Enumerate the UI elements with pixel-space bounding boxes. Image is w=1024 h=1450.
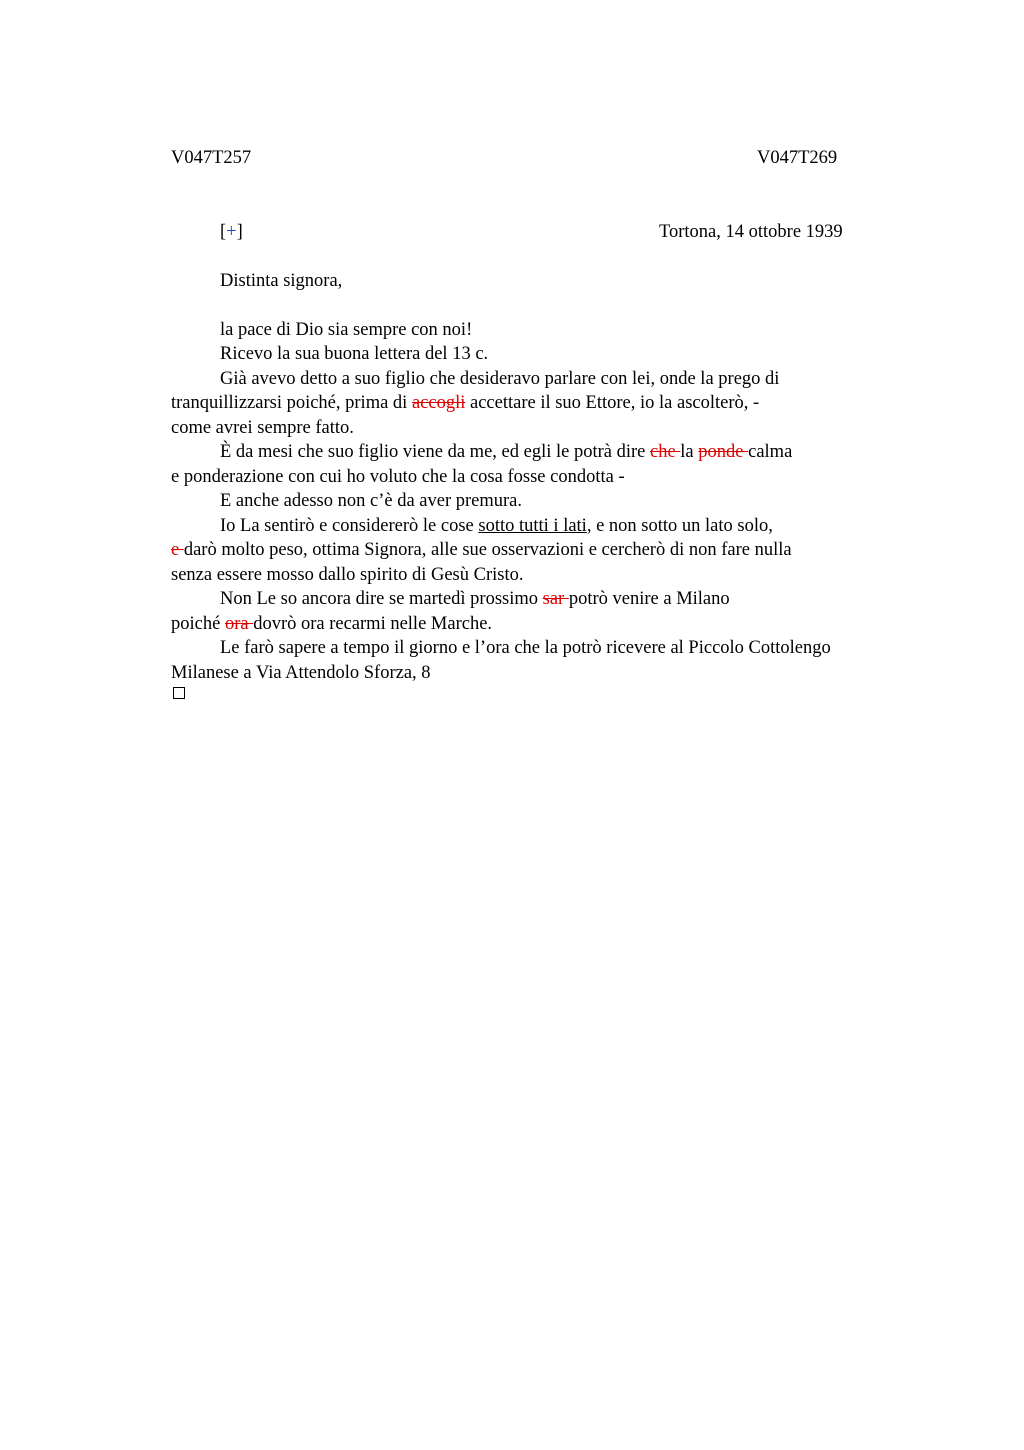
salutation: Distinta signora, [220, 271, 343, 291]
body-line [171, 538, 792, 562]
deleted-text: sar [542, 589, 569, 609]
text-fragment: la [680, 442, 699, 462]
body-line: e ponderazione con cui ho voluto che la cosa fosse condotta - [171, 467, 625, 487]
body-line [171, 612, 492, 636]
deleted-text: che [649, 442, 681, 462]
body-line [171, 391, 759, 415]
text-fragment: Io La sentirò e considererò le cose [220, 516, 479, 536]
end-marker-box-icon [173, 687, 185, 699]
body-line: la pace di Dio sia sempre con noi! [220, 320, 473, 340]
annotation-open-bracket: [ [220, 222, 227, 242]
body-line [220, 514, 773, 538]
text-fragment: calma [748, 442, 793, 462]
place-date: Tortona, 14 ottobre 1939 [659, 222, 843, 242]
text-fragment: dovrò ora recarmi nelle Marche. [253, 614, 493, 634]
text-fragment: , e non sotto un lato solo, [586, 516, 773, 536]
text-fragment: accettare il suo Ettore, io la ascolterò, - [465, 393, 760, 413]
left-document-code: V047T257 [171, 148, 252, 168]
annotation-close-bracket: ] [236, 222, 243, 242]
underlined-text: sotto tutti i lati [478, 516, 587, 536]
body-line [220, 440, 792, 464]
text-fragment: È da mesi che suo figlio viene da me, ed egli le potrà dire [220, 442, 650, 462]
body-line: Ricevo la sua buona lettera del 13 c. [220, 344, 489, 364]
text-fragment: darò molto peso, ottima Signora, alle sue osservazioni e cercherò di non fare nulla [183, 540, 792, 560]
annotation-plus-link[interactable]: + [226, 222, 237, 242]
text-fragment: Non Le so ancora dire se martedì prossimo [220, 589, 543, 609]
text-fragment: poiché [171, 614, 225, 634]
body-line: come avrei sempre fatto. [171, 418, 354, 438]
body-line: E anche adesso non c’è da aver premura. [220, 491, 523, 511]
text-fragment: potrò venire a Milano [568, 589, 730, 609]
deleted-text: ora [224, 614, 254, 634]
deleted-text: ponde [698, 442, 749, 462]
annotation-marker [220, 222, 243, 243]
body-line: senza essere mosso dallo spirito di Gesù Cristo. [171, 565, 524, 585]
body-line: Già avevo detto a suo figlio che desideravo parlare con lei, onde la prego di [220, 369, 780, 389]
text-fragment: tranquillizzarsi poiché, prima di [171, 393, 412, 413]
deleted-text: accogli [411, 393, 466, 413]
deleted-text: e [171, 540, 184, 560]
right-document-code: V047T269 [757, 148, 838, 168]
body-line: Milanese a Via Attendolo Sforza, 8 [171, 663, 431, 683]
body-line: Le farò sapere a tempo il giorno e l’ora che la potrò ricevere al Piccolo Cottolengo [220, 638, 831, 658]
body-line [220, 587, 730, 611]
